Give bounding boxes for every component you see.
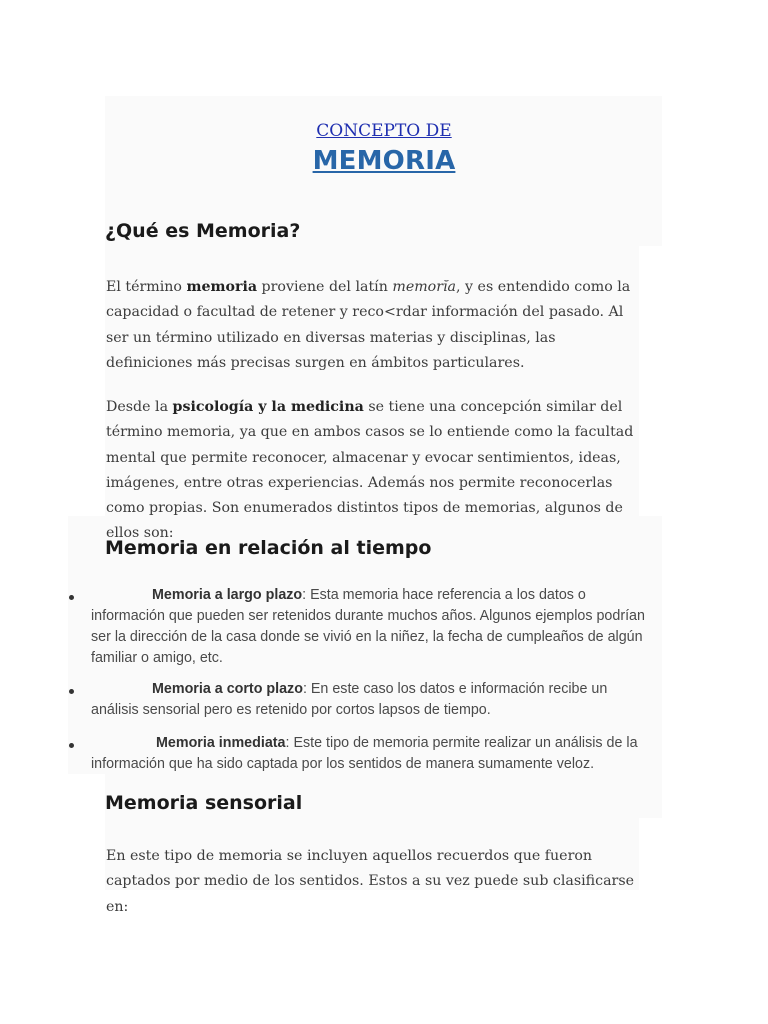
bullet-dot bbox=[69, 689, 74, 694]
section-heading-que-es-memoria: ¿Qué es Memoria? bbox=[105, 220, 301, 242]
bullet-dot bbox=[69, 743, 74, 748]
paragraph-text: proviene del latín bbox=[257, 279, 393, 295]
list-item-inmediata bbox=[91, 733, 656, 775]
list-item-term: Memoria a largo plazo bbox=[152, 587, 303, 603]
list-item-largo-plazo bbox=[91, 585, 656, 669]
paragraph-text: , y es entendido como la capacidad o facultad de retener y reco<rdar información del pasado. Al ser un término utilizado en diversas materias y disciplinas, las definiciones más precisas surgen en ámbitos particulares. bbox=[106, 279, 631, 371]
paragraph-text: El término bbox=[106, 279, 187, 295]
section-heading-tiempo: Memoria en relación al tiempo bbox=[105, 537, 432, 559]
list-item-term: Memoria inmediata bbox=[156, 735, 286, 751]
paragraph-sensorial: En este tipo de memoria se incluyen aquellos recuerdos que fueron captados por medio de los sentidos. Estos a su vez puede sub clasificarse en: bbox=[106, 848, 634, 915]
list-item-text: : Este tipo de memoria permite realizar un análisis de la información que ha sido captada por los sentidos de manera sumamente veloz. bbox=[91, 735, 638, 772]
bold-term: psicología y la medicina bbox=[172, 399, 364, 415]
list-item-term: Memoria a corto plazo bbox=[152, 681, 303, 697]
section-heading-sensorial: Memoria sensorial bbox=[105, 792, 303, 814]
list-item-text: : Esta memoria hace referencia a los datos o información que pueden ser retenidos durante muchos años. Algunos ejemplos podrían ser la dirección de la casa donde se vivió en la niñez, la fecha de cumpleaños de algún familiar o amigo, etc. bbox=[91, 587, 645, 666]
bold-term: memoria bbox=[186, 279, 258, 295]
paragraph-text: Desde la bbox=[106, 399, 173, 415]
list-item-corto-plazo bbox=[91, 679, 656, 721]
italic-term: memorĭa bbox=[392, 279, 456, 295]
paragraph-definition bbox=[106, 275, 646, 376]
paragraph-psychology bbox=[106, 395, 646, 547]
paragraph-text: se tiene una concepción similar del término memoria, ya que en ambos casos se lo entiende como la facultad mental que permite reconocer, almacenar y evocar sentimientos, ideas, imágenes, entre otras experiencias. Además nos permite reconocerlas como propias. Son enumerados distintos tipos de memorias, algunos de ellos son: bbox=[106, 399, 634, 542]
title-top[interactable]: CONCEPTO DE bbox=[316, 121, 452, 141]
page-title[interactable]: MEMORIA bbox=[312, 146, 456, 176]
bullet-dot bbox=[69, 595, 74, 600]
list-item-text: : En este caso los datos e información recibe un análisis sensorial pero es retenido por cortos lapsos de tiempo. bbox=[91, 681, 608, 718]
